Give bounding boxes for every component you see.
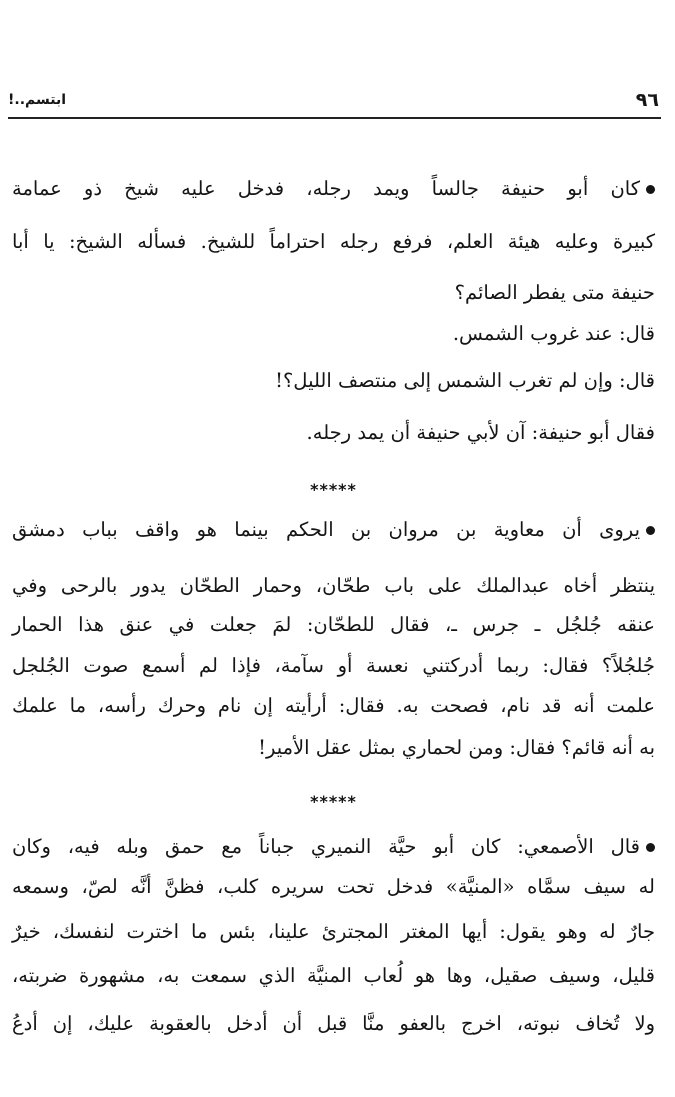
line-text: له سيف سمَّاه «المنيَّة» فدخل تحت سريره كلب، فظنَّ أنَّه لصّ، وسمعه (12, 875, 655, 898)
text-line (12, 224, 655, 260)
line-text: قليل، وسيف صقيل، وها هو لُعاب المنيَّة الذي سمعت به، مشهورة ضربته، (12, 964, 655, 987)
bullet-icon (646, 843, 655, 852)
page-number: ٩٦ (635, 89, 659, 111)
text-line (12, 648, 655, 684)
text-line (12, 363, 655, 399)
text-line (12, 730, 655, 766)
text-line (12, 607, 655, 643)
text-line (12, 568, 655, 604)
line-text: ***** (310, 480, 357, 499)
line-text: قال: عند غروب الشمس. (452, 322, 655, 345)
line-text: ولا تُخاف نبوته، اخرج بالعفو منَّا قبل أن أدخل بالعقوبة عليك، إن أدعُ (12, 1012, 655, 1035)
header-rule (8, 117, 661, 119)
line-text: فقال أبو حنيفة: آن لأبي حنيفة أن يمد رجله. (306, 421, 655, 444)
running-head: ابتسم..! (8, 92, 67, 108)
page-header (8, 88, 659, 112)
line-text: جُلجُلاً؟ فقال: ربما أدركتني نعسة أو سآمة، فإذا لم أسمع صوت الجُلجل (12, 654, 655, 677)
line-text: كان أبو حنيفة جالساً ويمد رجله، فدخل عليه شيخ ذو عمامة (12, 177, 640, 200)
line-text: يروى أن معاوية بن مروان بن الحكم بينما هو واقف بباب دمشق (12, 518, 640, 541)
line-text: قال: وإن لم تغرب الشمس إلى منتصف الليل؟! (275, 369, 655, 392)
line-text: عنقه جُلجُل ـ جرس ـ، فقال للطحّان: لمَ جعلت في عنق هذا الحمار (12, 613, 655, 636)
bullet-icon (646, 185, 655, 194)
line-text: كبيرة وعليه هيئة العلم، فرفع رجله احتراماً للشيخ. فسأله الشيخ: يا أبا (12, 230, 655, 253)
text-line (12, 1006, 655, 1042)
text-line (12, 688, 655, 724)
bullet-icon (646, 526, 655, 535)
text-line (12, 869, 655, 905)
text-line (12, 914, 655, 950)
text-line (12, 415, 655, 451)
text-line (12, 275, 655, 311)
text-line (12, 829, 655, 865)
section-separator (12, 472, 655, 508)
line-text: حنيفة متى يفطر الصائم؟ (454, 281, 655, 304)
line-text: ينتظر أخاه عبدالملك على باب طحّان، وحمار الطحّان يدور بالرحى وفي (12, 574, 655, 597)
text-line (12, 171, 655, 207)
line-text: قال الأصمعي: كان أبو حيَّة النميري جباناً مع حمق وبله فيه، وكان (12, 835, 640, 858)
line-text: جارٌ له وهو يقول: أيها المغتر المجترئ علينا، بئس ما اخترت لنفسك، خيرٌ (12, 920, 655, 943)
text-line (12, 512, 655, 548)
section-separator (12, 784, 655, 820)
line-text: ***** (310, 792, 357, 811)
text-line (12, 958, 655, 994)
line-text: علمت أنه قد نام، فصحت به. فقال: أرأيته إن نام وحرك رأسه، ما علمك (12, 694, 655, 717)
line-text: به أنه قائم؟ فقال: ومن لحماري بمثل عقل الأمير! (258, 736, 655, 759)
text-line (12, 316, 655, 352)
